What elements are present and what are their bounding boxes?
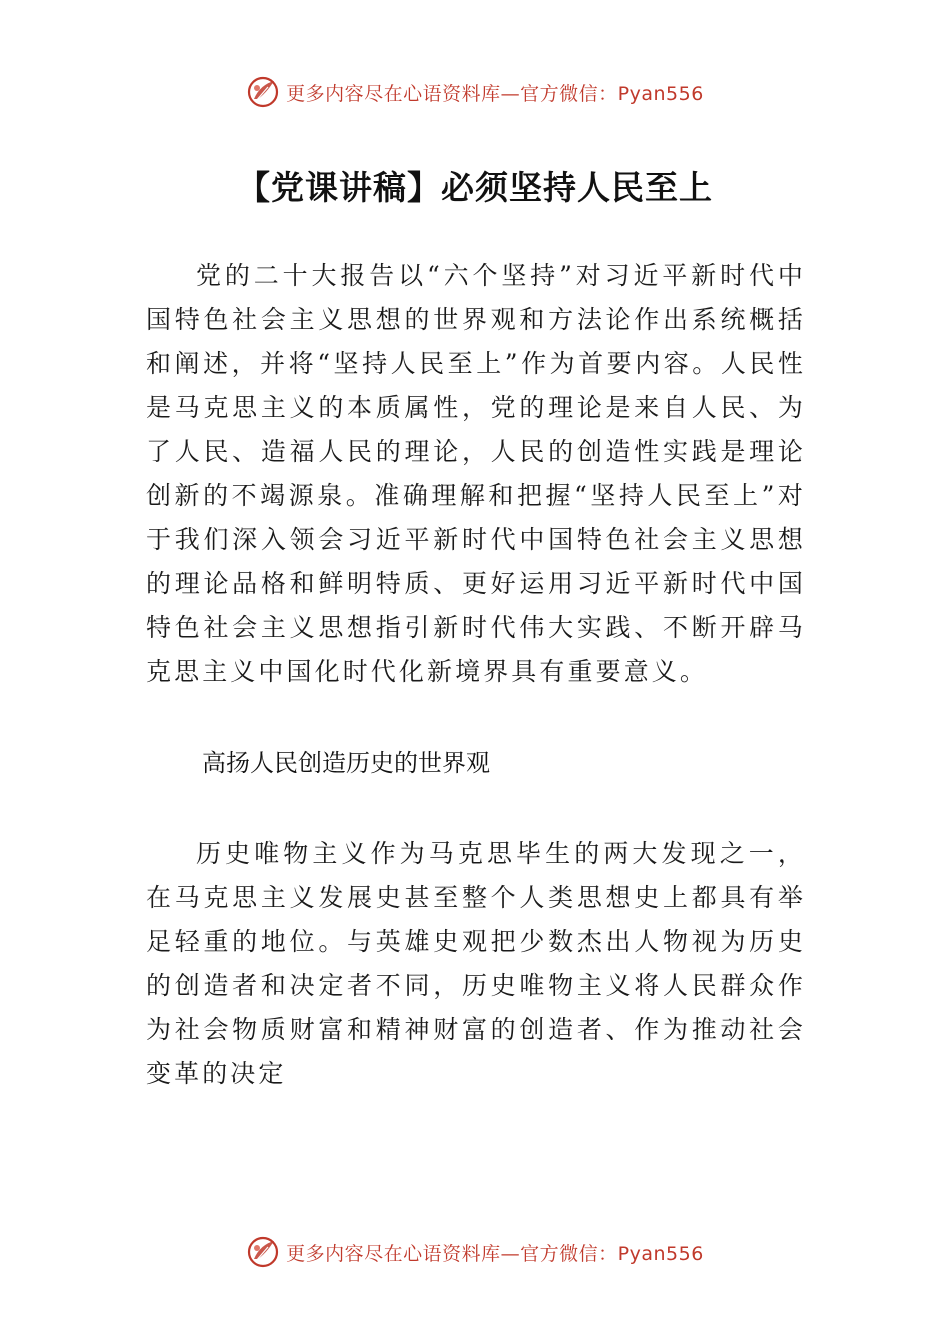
watermark-wechat-id: Pyan556 [617,82,704,105]
watermark-label: 更多内容尽在心语资料库—官方微信： [286,1242,618,1265]
document-body [146,254,806,1096]
watermark-text [286,79,704,106]
watermark-text [286,1239,704,1266]
footer-watermark [0,1232,950,1272]
paragraph-historical-materialism: 历史唯物主义作为马克思毕生的两大发现之一，在马克思主义发展史甚至整个人类思想史上都具有举足轻重的地位。与英雄史观把少数杰出人物视为历史的创造者和决定者不同，历史唯物主义将人民群众作为社会物质财富和精神财富的创造者、作为推动社会变革的决定 [146,839,806,1088]
header-watermark [0,72,950,112]
document-title: 【党课讲稿】必须坚持人民至上 [237,168,713,207]
watermark-label: 更多内容尽在心语资料库—官方微信： [286,82,618,105]
red-feather-logo-icon [246,1235,280,1269]
red-feather-logo-icon [246,75,280,109]
section-heading: 高扬人民创造历史的世界观 [202,749,490,777]
watermark-wechat-id: Pyan556 [617,1242,704,1265]
paragraph-intro: 党的二十大报告以“六个坚持”对习近平新时代中国特色社会主义思想的世界观和方法论作出系统概括和阐述，并将“坚持人民至上”作为首要内容。人民性是马克思主义的本质属性，党的理论是来自人民、为了人民、造福人民的理论，人民的创造性实践是理论创新的不竭源泉。准确理解和把握“坚持人民至上”对于我们深入领会习近平新时代中国特色社会主义思想的理论品格和鲜明特质、更好运用习近平新时代中国特色社会主义思想指引新时代伟大实践、不断开辟马克思主义中国化时代化新境界具有重要意义。 [146,261,806,686]
